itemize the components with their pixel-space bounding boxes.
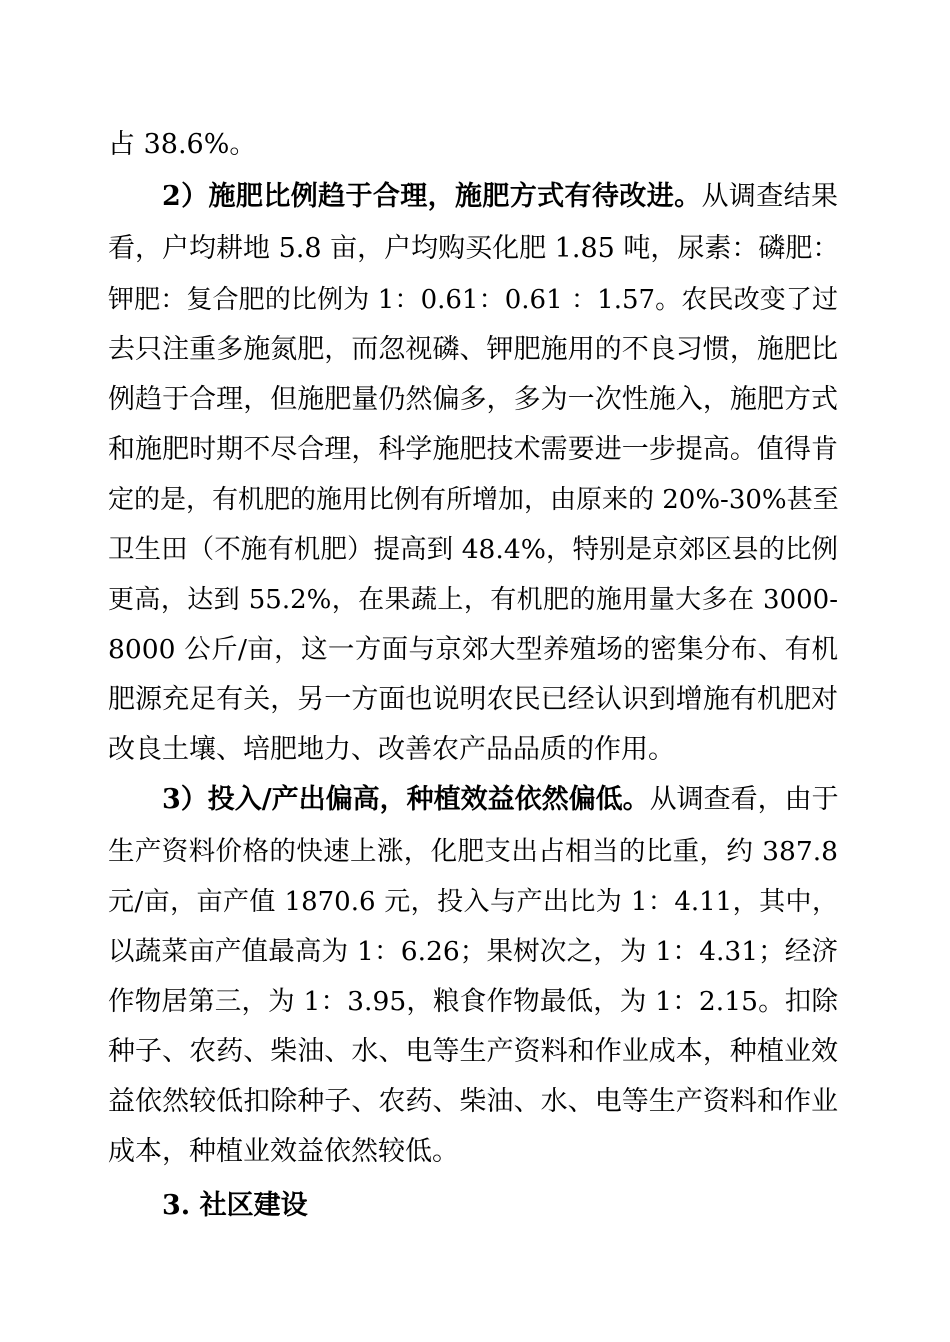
line-text: 肥源充足有关，另一方面也说明农民已经认识到增施有机肥对 — [108, 684, 838, 715]
line-text: 占 38.6%。 — [108, 129, 257, 160]
paragraph-line — [108, 480, 838, 520]
line-text: 例趋于合理，但施肥量仍然偏多，多为一次性施入，施肥方式 — [108, 384, 838, 415]
line-text: 益依然较低扣除种子、农药、柴油、水、电等生产资料和作业 — [108, 1086, 838, 1117]
line-text: 定的是，有机肥的施用比例有所增加，由原来的 20%-30%甚至 — [108, 485, 839, 515]
line-text: 看，户均耕地 5.8 亩，户均购买化肥 1.85 吨，尿素：磷肥： — [108, 233, 840, 264]
section-heading: 3. 社区建设 — [162, 1190, 308, 1221]
paragraph-line — [108, 330, 838, 370]
line-text: 生产资料价格的快速上涨，化肥支出占相当的比重，约 387.8 — [108, 836, 838, 867]
section-lead-bold: 3）投入/产出偏高，种植效益依然偏低。 — [162, 784, 650, 815]
line-text: 以蔬菜亩产值最高为 1：6.26；果树次之，为 1：4.31；经济 — [108, 936, 838, 967]
line-text: 改良土壤、培肥地力、改善农产品品质的作用。 — [108, 734, 675, 765]
line-text: 去只注重多施氮肥，而忽视磷、钾肥施用的不良习惯，施肥比 — [108, 334, 838, 365]
line-text: 8000 公斤/亩，这一方面与京郊大型养殖场的密集分布、有机 — [108, 634, 838, 665]
paragraph-line — [108, 982, 838, 1022]
line-text: 从调查看，由于 — [649, 784, 839, 815]
line-text: 种子、农药、柴油、水、电等生产资料和作业成本，种植业效 — [108, 1036, 838, 1067]
paragraph-line — [108, 932, 838, 972]
paragraph-line — [108, 832, 838, 872]
paragraph-line — [108, 229, 838, 269]
paragraph-line — [108, 380, 838, 420]
paragraph-line — [108, 730, 838, 770]
line-text: 从调查结果 — [701, 181, 839, 212]
line-text: 钾肥：复合肥的比例为 1：0.61：0.61 ：1.57。农民改变了过 — [108, 285, 838, 315]
paragraph-line — [108, 580, 838, 620]
paragraph-line — [108, 280, 838, 320]
paragraph-line — [162, 780, 838, 820]
paragraph-line — [108, 680, 838, 720]
paragraph-line — [108, 1132, 838, 1172]
paragraph-line — [162, 177, 838, 217]
paragraph-line — [108, 882, 838, 922]
line-text: 更高，达到 55.2%，在果蔬上，有机肥的施用量大多在 3000- — [108, 585, 838, 615]
paragraph-line — [108, 630, 838, 670]
paragraph-line — [108, 1032, 838, 1072]
paragraph-line — [108, 430, 838, 470]
line-text: 元/亩，亩产值 1870.6 元，投入与产出比为 1：4.11，其中， — [108, 887, 838, 917]
paragraph-line — [108, 125, 838, 165]
line-text: 卫生田（不施有机肥）提高到 48.4%，特别是京郊区县的比例 — [108, 534, 838, 565]
line-text: 作物居第三，为 1：3.95，粮食作物最低，为 1：2.15。扣除 — [108, 986, 838, 1017]
paragraph-line — [108, 1082, 838, 1122]
line-text: 和施肥时期不尽合理，科学施肥技术需要进一步提高。值得肯 — [108, 434, 838, 465]
paragraph-line — [108, 530, 838, 570]
section-lead-bold: 2）施肥比例趋于合理，施肥方式有待改进。 — [162, 181, 702, 212]
line-text: 成本，种植业效益依然较低。 — [108, 1136, 459, 1167]
